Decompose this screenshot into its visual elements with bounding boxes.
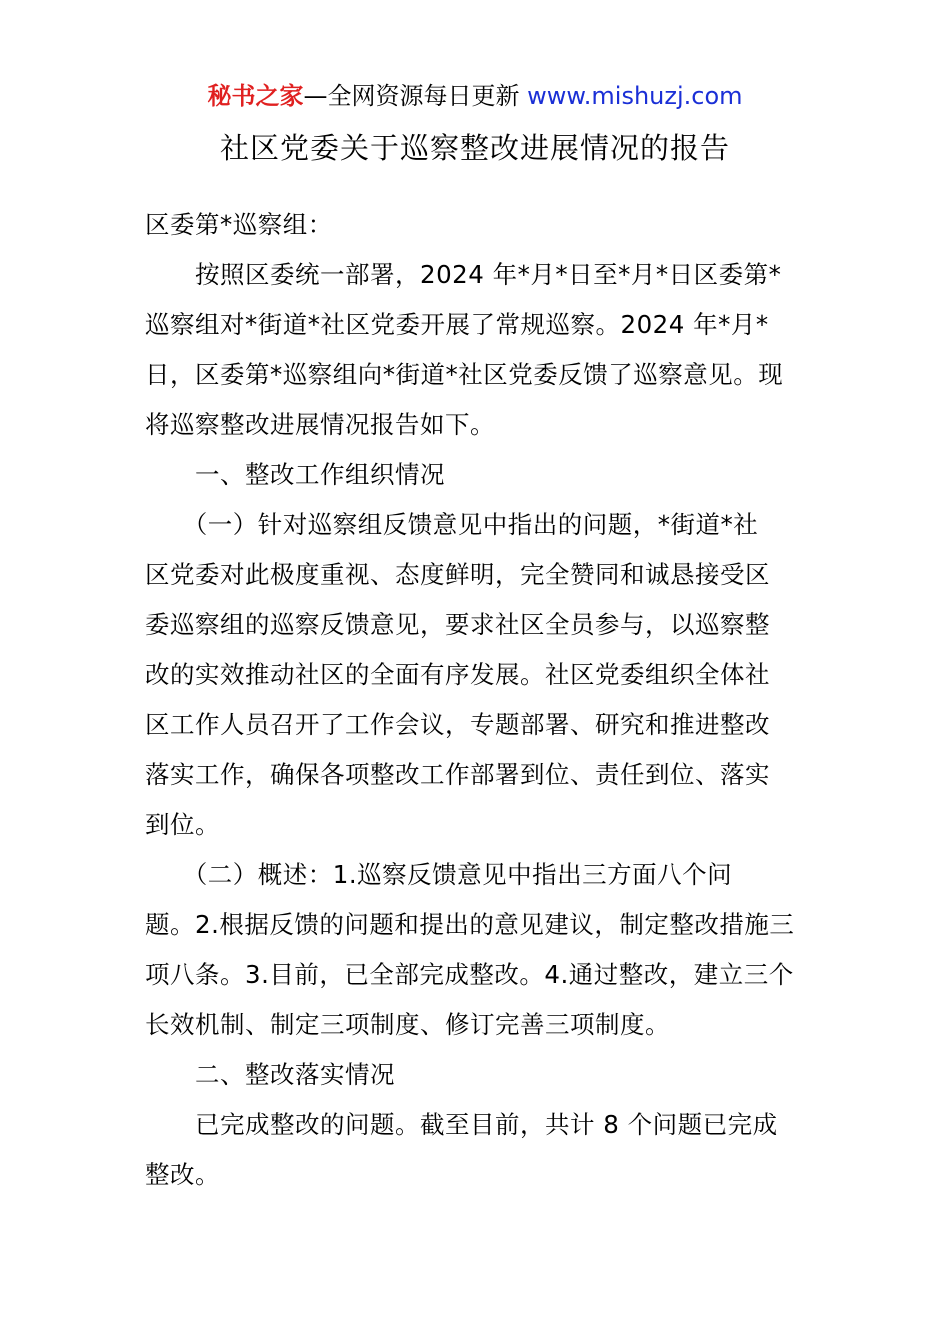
body-line: 改的实效推动社区的全面有序发展。社区党委组织全体社: [145, 660, 770, 689]
body-line: 委巡察组的巡察反馈意见，要求社区全员参与，以巡察整: [145, 610, 770, 639]
body-line: 按照区委统一部署，2024 年*月*日至*月*日区委第*: [145, 260, 782, 289]
site-header: [0, 80, 950, 112]
document-title: 社区党委关于巡察整改进展情况的报告: [219, 131, 730, 165]
body-line: 长效机制、制定三项制度、修订完善三项制度。: [145, 1010, 670, 1039]
brand-name: 秘书之家: [207, 82, 304, 110]
body-line: 区党委对此极度重视、态度鲜明，完全赞同和诚恳接受区: [145, 560, 770, 589]
body-line: 项八条。3.目前，已全部完成整改。4.通过整改，建立三个: [145, 960, 794, 989]
body-line: 整改。: [145, 1160, 220, 1189]
intro-paragraph: [145, 250, 807, 450]
paragraph-1-1: [145, 500, 807, 850]
body-line: 将巡察整改进展情况报告如下。: [145, 410, 495, 439]
body-line: 题。2.根据反馈的问题和提出的意见建议，制定整改措施三: [145, 910, 795, 939]
document-body: [145, 200, 807, 1200]
body-line: （一）针对巡察组反馈意见中指出的问题，*街道*社: [145, 510, 759, 539]
section-heading-2: 二、整改落实情况: [145, 1060, 395, 1089]
section-heading-1: 一、整改工作组织情况: [145, 460, 445, 489]
paragraph-1-2: [145, 850, 807, 1050]
body-line: 巡察组对*街道*社区党委开展了常规巡察。2024 年*月*: [145, 310, 769, 339]
body-line: 落实工作，确保各项整改工作部署到位、责任到位、落实: [145, 760, 770, 789]
header-tagline: —全网资源每日更新: [303, 82, 520, 110]
site-url-link[interactable]: www.mishuzj.com: [527, 82, 743, 110]
body-line: （二）概述：1.巡察反馈意见中指出三方面八个问: [145, 860, 733, 889]
salutation: 区委第*巡察组：: [145, 210, 333, 239]
body-line: 到位。: [145, 810, 220, 839]
body-line: 已完成整改的问题。截至目前，共计 8 个问题已完成: [145, 1110, 778, 1139]
paragraph-2-1: [145, 1100, 807, 1200]
body-line: 日，区委第*巡察组向*街道*社区党委反馈了巡察意见。现: [145, 360, 784, 389]
body-line: 区工作人员召开了工作会议，专题部署、研究和推进整改: [145, 710, 770, 739]
